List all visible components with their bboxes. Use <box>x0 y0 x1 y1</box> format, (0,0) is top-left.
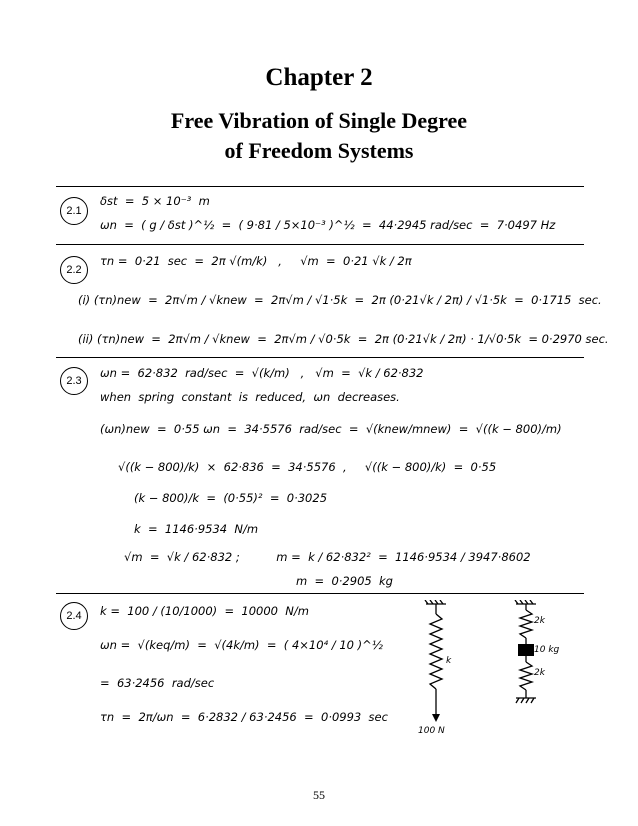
divider-2-3 <box>56 357 584 358</box>
solution-line: k = 1146·9534 N/m <box>134 522 259 536</box>
problem-number: 2.4 <box>60 602 88 630</box>
chapter-title-line-1: Free Vibration of Single Degree <box>170 108 468 133</box>
solution-line: (ωn)new = 0·55 ωn = 34·5576 rad/sec = √(knew/mnew) = √((k − 800)/m) <box>100 422 562 436</box>
spring-label: k <box>446 656 452 666</box>
divider-top <box>56 186 584 187</box>
spring-load-figure <box>416 600 456 740</box>
solution-line: √m = √k / 62·832 ; m = k / 62·832² = 1146·9534 / 3947·8602 <box>124 550 531 564</box>
solution-line: τn = 2π/ωn = 6·2832 / 63·2456 = 0·0993 sec <box>100 710 388 724</box>
solution-line: m = 0·2905 kg <box>296 574 393 588</box>
divider-2-2 <box>56 244 584 245</box>
solution-line: δst = 5 × 10⁻³ m <box>100 194 210 208</box>
problem-number: 2.3 <box>60 367 88 395</box>
load-label: 100 N <box>418 726 445 736</box>
top-spring-label: 2k <box>534 616 545 626</box>
solution-line: (k − 800)/k = (0·55)² = 0·3025 <box>134 491 328 505</box>
bottom-spring-label: 2k <box>534 668 545 678</box>
solution-line: k = 100 / (10/1000) = 10000 N/m <box>100 604 309 618</box>
solution-line: (i) (τn)new = 2π√m / √knew = 2π√m / √1·5k = 2π (0·21√k / 2π) / √1·5k = 0·1715 sec. <box>78 293 602 307</box>
solution-line: (ii) (τn)new = 2π√m / √knew = 2π√m / √0·5k = 2π (0·21√k / 2π) · 1/√0·5k = 0·2970 sec. <box>78 332 609 346</box>
chapter-heading: Chapter 2 <box>265 64 373 91</box>
problem-number: 2.2 <box>60 256 88 284</box>
solution-line: ωn = 62·832 rad/sec = √(k/m) , √m = √k / 62·832 <box>100 366 424 380</box>
divider-2-4 <box>56 593 584 594</box>
page-number: 55 <box>313 788 325 802</box>
solution-line: when spring constant is reduced, ωn decreases. <box>100 390 400 404</box>
solution-line: ωn = √(keq/m) = √(4k/m) = ( 4×10⁴ / 10 )^½ <box>100 638 383 652</box>
solution-line: √((k − 800)/k) × 62·836 = 34·5576 , √((k − 800)/k) = 0·55 <box>118 460 497 474</box>
solution-line: τn = 0·21 sec = 2π √(m/k) , √m = 0·21 √k / 2π <box>100 254 412 268</box>
solution-line: ωn = ( g / δst )^½ = ( 9·81 / 5×10⁻³ )^½ = 44·2945 rad/sec = 7·0497 Hz <box>100 218 556 232</box>
chapter-title-line-2: of Freedom Systems <box>224 138 414 163</box>
mass-label: 10 kg <box>534 645 560 655</box>
problem-number: 2.1 <box>60 197 88 225</box>
solution-line: = 63·2456 rad/sec <box>100 676 215 690</box>
